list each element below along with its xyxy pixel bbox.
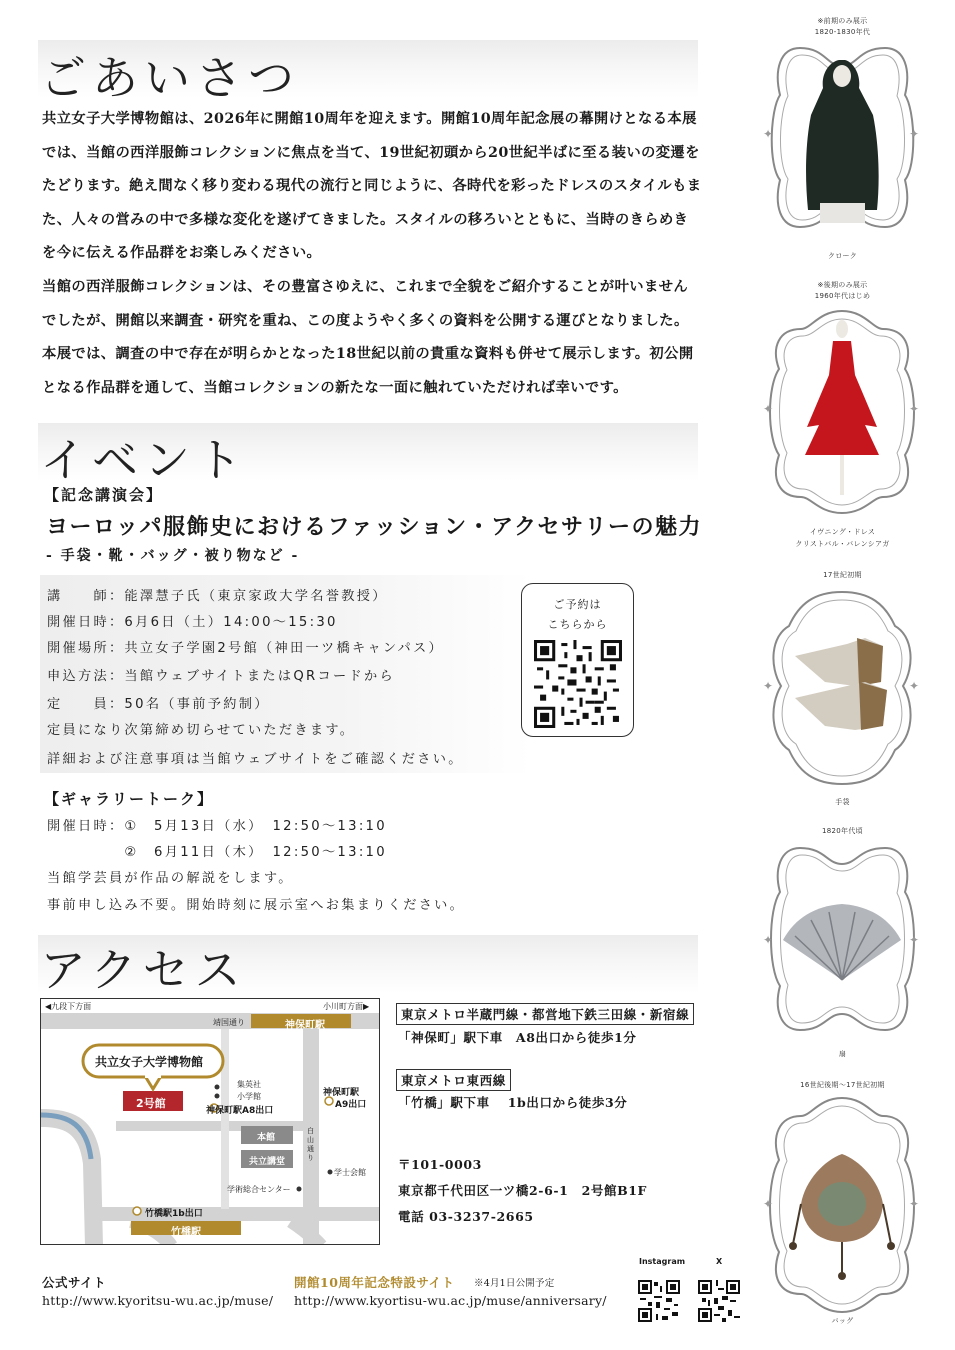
item4-note: 1820年代頃 (822, 827, 863, 835)
map-center: 学術総合センター (227, 1185, 291, 1194)
map-takebashi-exit: 竹橋駅1b出口 (145, 1209, 203, 1219)
x-label: X (716, 1257, 723, 1266)
map-hakusan: 白山通り (307, 1127, 314, 1162)
lecture-title: ヨーロッパ服飾史におけるファッション・アクセサリーの魅力 (46, 514, 703, 540)
item3-note: 17世紀初期 (823, 571, 862, 579)
item5-frame (755, 1094, 930, 1289)
item4-caption: 扇 (838, 1050, 847, 1058)
map-jimbocho-a9-1: 神保町駅 (323, 1088, 360, 1098)
item1-caption: クローク (827, 252, 858, 260)
svg-text:✦: ✦ (909, 127, 920, 141)
item1-frame (755, 40, 930, 235)
greeting-paragraph-2: 当館の西洋服飾コレクションは、その豊富さゆえに、これまで全貌をご紹介することが叶いませんでしたが、開館以来調査・研究を重ね、この度ようやく多くの資料を公開する運びとなりました。本展では、調査の中で存在が明らかとなった18世紀以前の貴重な資料も併せて展示します。初公開となる作品群を通して、当館コレクションの新たな一面に触れていただければ幸いです。 (42, 279, 694, 396)
access-map-drawing (41, 999, 380, 1245)
map-kudanshita: ◀九段下方面 (45, 1002, 92, 1011)
lecture-subtitle: - 手袋・靴・バッグ・被り物など - (46, 548, 300, 564)
map-museum-label: 共立女子大学博物館 (95, 1055, 204, 1069)
line-tozai-label: 東京メトロ東西線 (396, 1069, 511, 1091)
item2-note-1: ※後期のみ展示 (817, 281, 868, 289)
address-zip: 〒101-0003 (398, 1157, 482, 1172)
lecture-capacity: 定 員：50名（事前予約制） (47, 697, 270, 712)
item1-note-1: ※前期のみ展示 (817, 17, 868, 25)
item5-caption: バッグ (831, 1317, 854, 1325)
item2-caption-2: クリストバル・バレンシアガ (795, 540, 890, 548)
lecture-tag: 【記念講演会】 (44, 486, 164, 504)
gallery-talk-tag: 【ギャラリートーク】 (44, 790, 215, 808)
svg-text:✦: ✦ (763, 1197, 774, 1211)
svg-text:✦: ✦ (763, 933, 774, 947)
map-school: 小学館 (237, 1092, 261, 1101)
map-yasukuni: 靖国通り (213, 1018, 245, 1027)
map-kyoritsu-hall: 共立講堂 (249, 1157, 286, 1167)
map-jimbocho-a9-2: A9出口 (335, 1100, 367, 1110)
lecture-note-2: 詳細および注意事項は当館ウェブサイトをご確認ください。 (47, 752, 464, 767)
event-heading: イベント (40, 433, 248, 487)
lecture-apply: 申込方法：当館ウェブサイトまたはQRコードから (47, 669, 395, 684)
map-ogawamachi: 小川町方面▶ (323, 1002, 370, 1011)
highway (41, 1109, 103, 1245)
lecture-venue: 開催場所：共立女子学園2号館（神田一ツ橋キャンパス） (47, 641, 444, 656)
map-building2: 2号館 (136, 1097, 166, 1110)
gallery-note-1: 当館学芸員が作品の解説をします。 (47, 871, 294, 886)
svg-text:✦: ✦ (909, 933, 920, 947)
address-tel: 電話 03-3237-2665 (398, 1209, 534, 1224)
access-heading: アクセス (40, 943, 247, 997)
gallery-note-2: 事前申し込み不要。開始時刻に展示室へお集まりください。 (47, 898, 466, 913)
item1-note-2: 1820-1830年代 (814, 28, 871, 36)
official-site-link[interactable]: http://www.kyoritsu-wu.ac.jp/muse/ (42, 1293, 274, 1308)
map-takebashi-station: 竹橋駅 (171, 1227, 201, 1238)
svg-text:✦: ✦ (763, 402, 774, 416)
line-hanzomon-label: 東京メトロ半蔵門線・都営地下鉄三田線・新宿線 (396, 1003, 694, 1025)
item2-caption-1: イヴニング・ドレス (809, 528, 876, 536)
line-tozai-desc: 「竹橋」駅下車 1b出口から徒歩3分 (398, 1095, 628, 1110)
item2-note-2: 1960年代はじめ (814, 292, 871, 300)
greeting-heading: ごあいさつ (40, 51, 300, 105)
reservation-qr-code[interactable] (534, 640, 622, 728)
map-gakushikaikan: 学士会館 (334, 1168, 366, 1177)
lecture-lecturer: 講 師：能澤慧子氏（東京家政大学名誉教授） (47, 589, 388, 604)
qr-caption-2: こちらから (547, 618, 608, 631)
map-honkan: 本館 (257, 1133, 276, 1143)
qr-caption-1: ご予約は (553, 598, 602, 611)
item4-frame (755, 840, 930, 1035)
item5-note: 16世紀後期〜17世紀初期 (800, 1081, 885, 1089)
line-hanzomon-desc: 「神保町」駅下車 A8出口から徒歩1分 (398, 1030, 637, 1045)
map-shueisha: 集英社 (237, 1080, 261, 1089)
anniversary-site-link[interactable]: http://www.kyortisu-wu.ac.jp/muse/anniversary/ (294, 1293, 607, 1308)
instagram-label: Instagram (639, 1257, 686, 1266)
gallery-date-2: ② 6月11日（木） 12:50〜13:10 (47, 845, 387, 860)
instagram-qr-code[interactable] (638, 1280, 680, 1322)
x-qr-code[interactable] (698, 1280, 740, 1322)
lecture-datetime: 開催日時：6月6日（土）14:00〜15:30 (47, 615, 338, 630)
svg-text:✦: ✦ (909, 679, 920, 693)
gallery-date-1: 開催日時：① 5月13日（水） 12:50〜13:10 (47, 819, 387, 834)
lecture-note-1: 定員になり次第締め切らせていただきます。 (47, 723, 356, 738)
svg-text:✦: ✦ (909, 1197, 920, 1211)
greeting-paragraph-1: 共立女子大学博物館は、2026年に開館10周年を迎えます。開館10周年記念展の幕開けとなる本展では、当館の西洋服飾コレクションに焦点を当て、19世紀初頭から20世紀半ばに至る装いの変遷をたどります。絶え間なく移り変わる現代の流行と同じように、各時代を彩ったドレスのスタイルもまた、人々の営みの中で多様な変化を遂げてきました。スタイルの移ろいとともに、当時のきらめきを今に伝える作品群をお楽しみください。 (42, 111, 702, 262)
address-line: 東京都千代田区一ツ橋2-6-1 2号館B1F (398, 1183, 648, 1198)
access-map (40, 998, 380, 1245)
svg-text:✦: ✦ (763, 127, 774, 141)
anniversary-note: ※4月1日公開予定 (474, 1278, 555, 1289)
item2-frame (755, 307, 930, 502)
map-exit-a8: 神保町駅A8出口 (206, 1106, 274, 1116)
reservation-qr-card[interactable] (521, 583, 634, 737)
official-site-label: 公式サイト (42, 1275, 107, 1290)
map-jimbocho-station: 神保町駅 (285, 1020, 325, 1031)
svg-text:✦: ✦ (763, 679, 774, 693)
item3-caption: 手袋 (835, 798, 850, 806)
anniversary-site-label: 開館10周年記念特設サイト (294, 1275, 455, 1290)
item3-frame (755, 586, 930, 781)
svg-text:✦: ✦ (909, 402, 920, 416)
